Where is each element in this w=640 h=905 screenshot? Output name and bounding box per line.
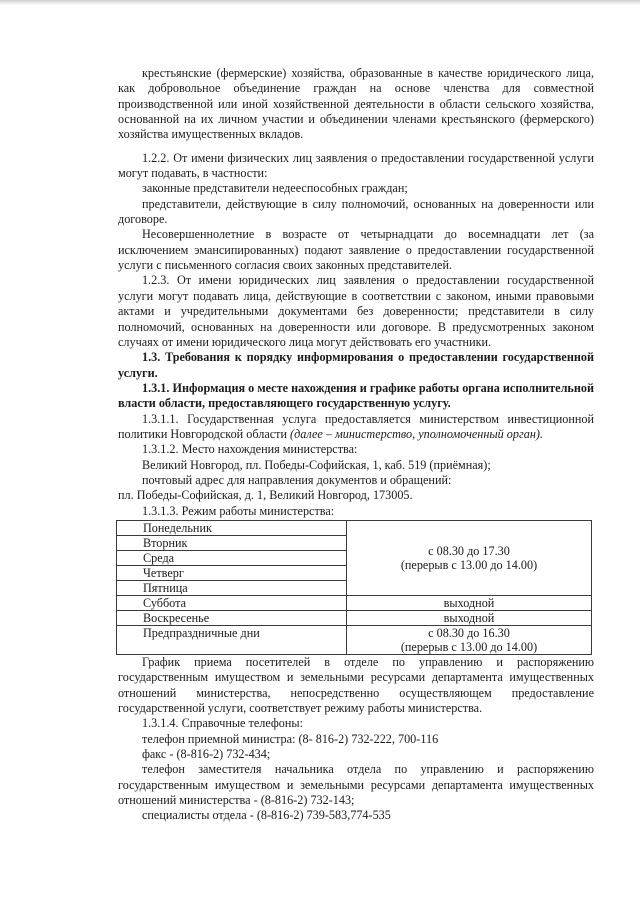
heading-1-3: 1.3. Требования к порядку информирования о предоставлении государственной услуги. [118,350,594,380]
schedule-table [116,520,592,655]
paragraph-reception-schedule: График приема посетителей в отделе по управлению и распоряжению государственным имуществом и земельными ресурсами департамента имущественных отношений министерства, непосредственно осуществляющем предоставление государственной услуги, соответствует режиму работы министерства. [118,654,594,715]
paragraph-representatives: представители, действующие в силу полномочий, основанных на доверенности или договоре. [118,196,594,227]
paragraph-1-3-1-3: 1.3.1.3. Режим работы министерства: [142,503,335,518]
schedule-day: Вторник [117,535,347,550]
preholiday-hours: с 08.30 до 16.30 [428,625,510,640]
paragraph-legal-representatives: законные представители недееспособных граждан; [142,181,408,196]
schedule-day: Предпраздничные дни [117,625,347,654]
paragraph-1-2-3: 1.2.3. От имени юридических лиц заявления о предоставлении государственной услуги могут подавать лица, действующие в соответствии с законом, иными правовыми актами и учредительными документами без доверенности; представители в силу полномочий, основанных на доверенности или договоре. В предусмотренных законом случаях от имени юридического лица могут действовать его участники. [118,273,594,349]
schedule-day: Пятница [117,580,347,595]
ministry-abbreviation: (далее – министерство, уполномоченный орган). [290,426,543,441]
fax-number: факс - (8-816-2) 732-434; [142,747,271,762]
schedule-day: Суббота [117,595,347,610]
table-row [117,520,592,535]
weekday-hours: с 08.30 до 17.30 [428,543,510,558]
schedule-day: Понедельник [117,520,347,535]
sunday-value: выходной [347,610,592,625]
schedule-day: Четверг [117,565,347,580]
postal-address: пл. Победы-Софийская, д. 1, Великий Новгород, 173005. [118,488,413,503]
paragraph-1-3-1-4: 1.3.1.4. Справочные телефоны: [142,716,303,731]
document-body [118,66,594,824]
schedule-day: Среда [117,550,347,565]
schedule-day: Воскресенье [117,610,347,625]
weekday-hours-cell [347,520,592,595]
ministry-address: Великий Новгород, пл. Победы-Софийская, 1, каб. 519 (приёмная); [142,457,491,472]
paragraph-1-3-1-1 [118,412,594,443]
paragraph-farms: крестьянские (фермерские) хозяйства, образованные в качестве юридического лица, как добровольное объединение граждан на основе членства для совместной производственной или иной хозяйственной деятельности в области сельского хозяйства, основанной на их личном участии и объединении членами крестьянского (фермерского) хозяйства имущественных вкладов. [118,66,594,142]
saturday-value: выходной [347,595,592,610]
paragraph-1-3-1-2: 1.3.1.2. Место нахождения министерства: [142,442,358,457]
preholiday-hours-cell [347,625,592,654]
phone-specialists: специалисты отдела - (8-816-2) 739-583,774-535 [142,808,391,823]
phone-minister: телефон приемной министра: (8- 816-2) 732-222, 700-116 [142,731,439,746]
preholiday-break: (перерыв с 13.00 до 14.00) [400,639,538,654]
table-row [117,595,592,610]
ministry-text: 1.3.1.1. Государственная услуга предоставляется министерством инвестиционной политики Новгородской области [118,411,594,441]
paragraph-minors: Несовершеннолетние в возрасте от четырнадцати до восемнадцати лет (за исключением эмансипированных) подают заявление о предоставлении государственной услуги с письменного согласия своих законных представителей. [118,227,594,273]
table-row [117,625,592,654]
scan-edge [0,0,640,5]
weekday-break: (перерыв с 13.00 до 14.00) [400,557,538,572]
postal-address-label: почтовый адрес для направления документов и обращений: [142,472,452,487]
heading-1-3-1: 1.3.1. Информация о месте нахождения и графике работы органа исполнительной власти области, предоставляющего государственную услугу. [118,380,594,411]
phone-deputy-head: телефон заместителя начальника отдела по управлению и распоряжению государственным имуществом и земельными ресурсами департамента имущественных отношений министерства - (8-816-2) 732-143; [118,762,594,808]
paragraph-1-2-2: 1.2.2. От имени физических лиц заявления о предоставлении государственной услуги могут подавать, в частности: [118,150,594,181]
table-row [117,610,592,625]
